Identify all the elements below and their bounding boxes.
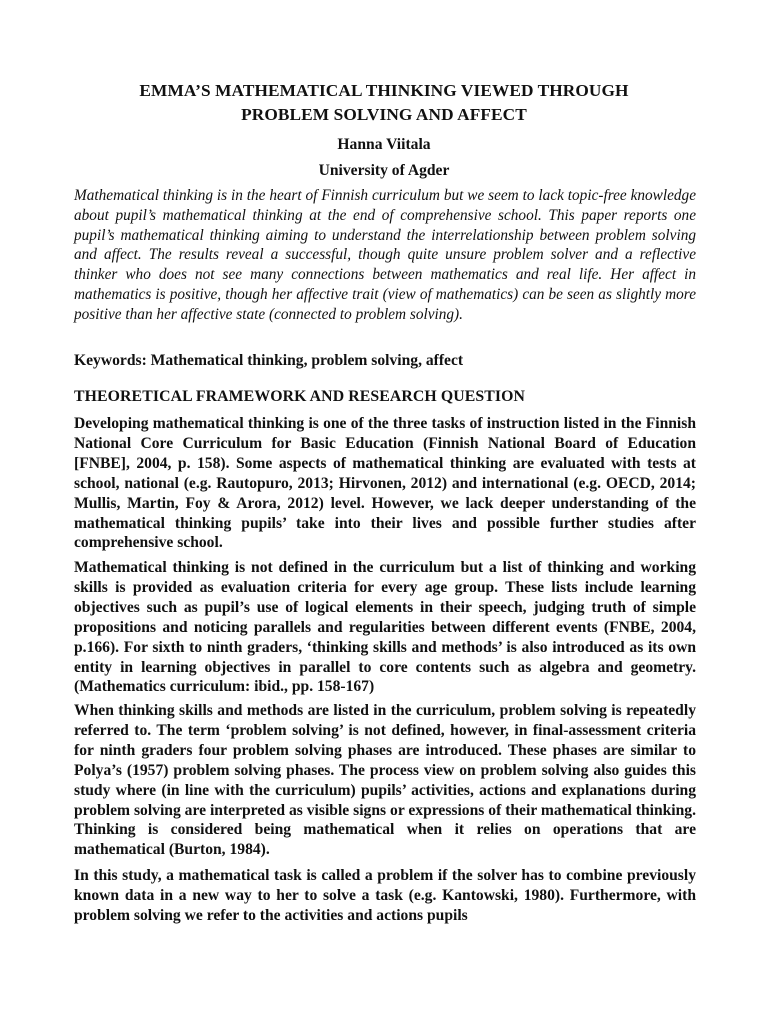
author-name: Hanna Viitala <box>337 136 431 153</box>
paper-title-line-1: EMMA’S MATHEMATICAL THINKING VIEWED THROUGH <box>139 81 629 100</box>
abstract: Mathematical thinking is in the heart of Finnish curriculum but we seem to lack topic-free knowledge about pupil’s mathematical thinking at the end of comprehensive school. This paper reports one pupil’s mathematical thinking aiming to understand the interrelationship between problem solving and affect. The results reveal a successful, though quite unsure problem solver and a reflective thinker who does not see many connections between mathematics and real life. Her affect in mathematics is positive, though her affective trait (view of mathematics) can be seen as slightly more positive than her affective state (connected to problem solving). <box>74 187 696 323</box>
keywords: Keywords: Mathematical thinking, problem solving, affect <box>74 352 464 369</box>
paper-title <box>74 79 694 127</box>
body-paragraph-2: Mathematical thinking is not defined in the curriculum but a list of thinking and working skills is provided as evaluation criteria for every age group. These lists include learning objectives such as pupil’s use of logical elements in their speech, judging truth of simple propositions and noticing parallels and regularities between different events (FNBE, 2004, p.166). For sixth to ninth graders, ‘thinking skills and methods’ is also introduced as its own entity in learning objectives in parallel to core contents such as algebra and geometry. (Mathematics curriculum: ibid., pp. 158-167) <box>74 559 696 696</box>
paper-title-line-2: PROBLEM SOLVING AND AFFECT <box>241 105 527 124</box>
body-paragraph-1: Developing mathematical thinking is one of the three tasks of instruction listed in the Finnish National Core Curriculum for Basic Education (Finnish National Board of Education [FNBE], 2004, p. 158). Some aspects of mathematical thinking are evaluated with tests at school, national (e.g. Rautopuro, 2013; Hirvonen, 2012) and international (e.g. OECD, 2014; Mullis, Martin, Foy & Arora, 2012) level. However, we lack deeper understanding of the mathematical thinking pupils’ take into their lives and possible further studies after comprehensive school. <box>74 415 696 552</box>
section-heading: THEORETICAL FRAMEWORK AND RESEARCH QUESTION <box>74 388 526 405</box>
body-paragraph-3: When thinking skills and methods are listed in the curriculum, problem solving is repeatedly referred to. The term ‘problem solving’ is not defined, however, in final-assessment criteria for ninth graders four problem solving phases are introduced. These phases are similar to Polya’s (1957) problem solving phases. The process view on problem solving also guides this study where (in line with the curriculum) pupils’ activities, actions and explanations during problem solving are interpreted as visible signs or expressions of their mathematical thinking. Thinking is considered being mathematical when it relies on operations that are mathematical (Burton, 1984). <box>74 702 696 859</box>
author-affiliation: University of Agder <box>318 162 450 179</box>
body-paragraph-4: In this study, a mathematical task is called a problem if the solver has to combine previously known data in a new way to her to solve a task (e.g. Kantowski, 1980). Furthermore, with problem solving we refer to the activities and actions pupils <box>74 867 696 924</box>
